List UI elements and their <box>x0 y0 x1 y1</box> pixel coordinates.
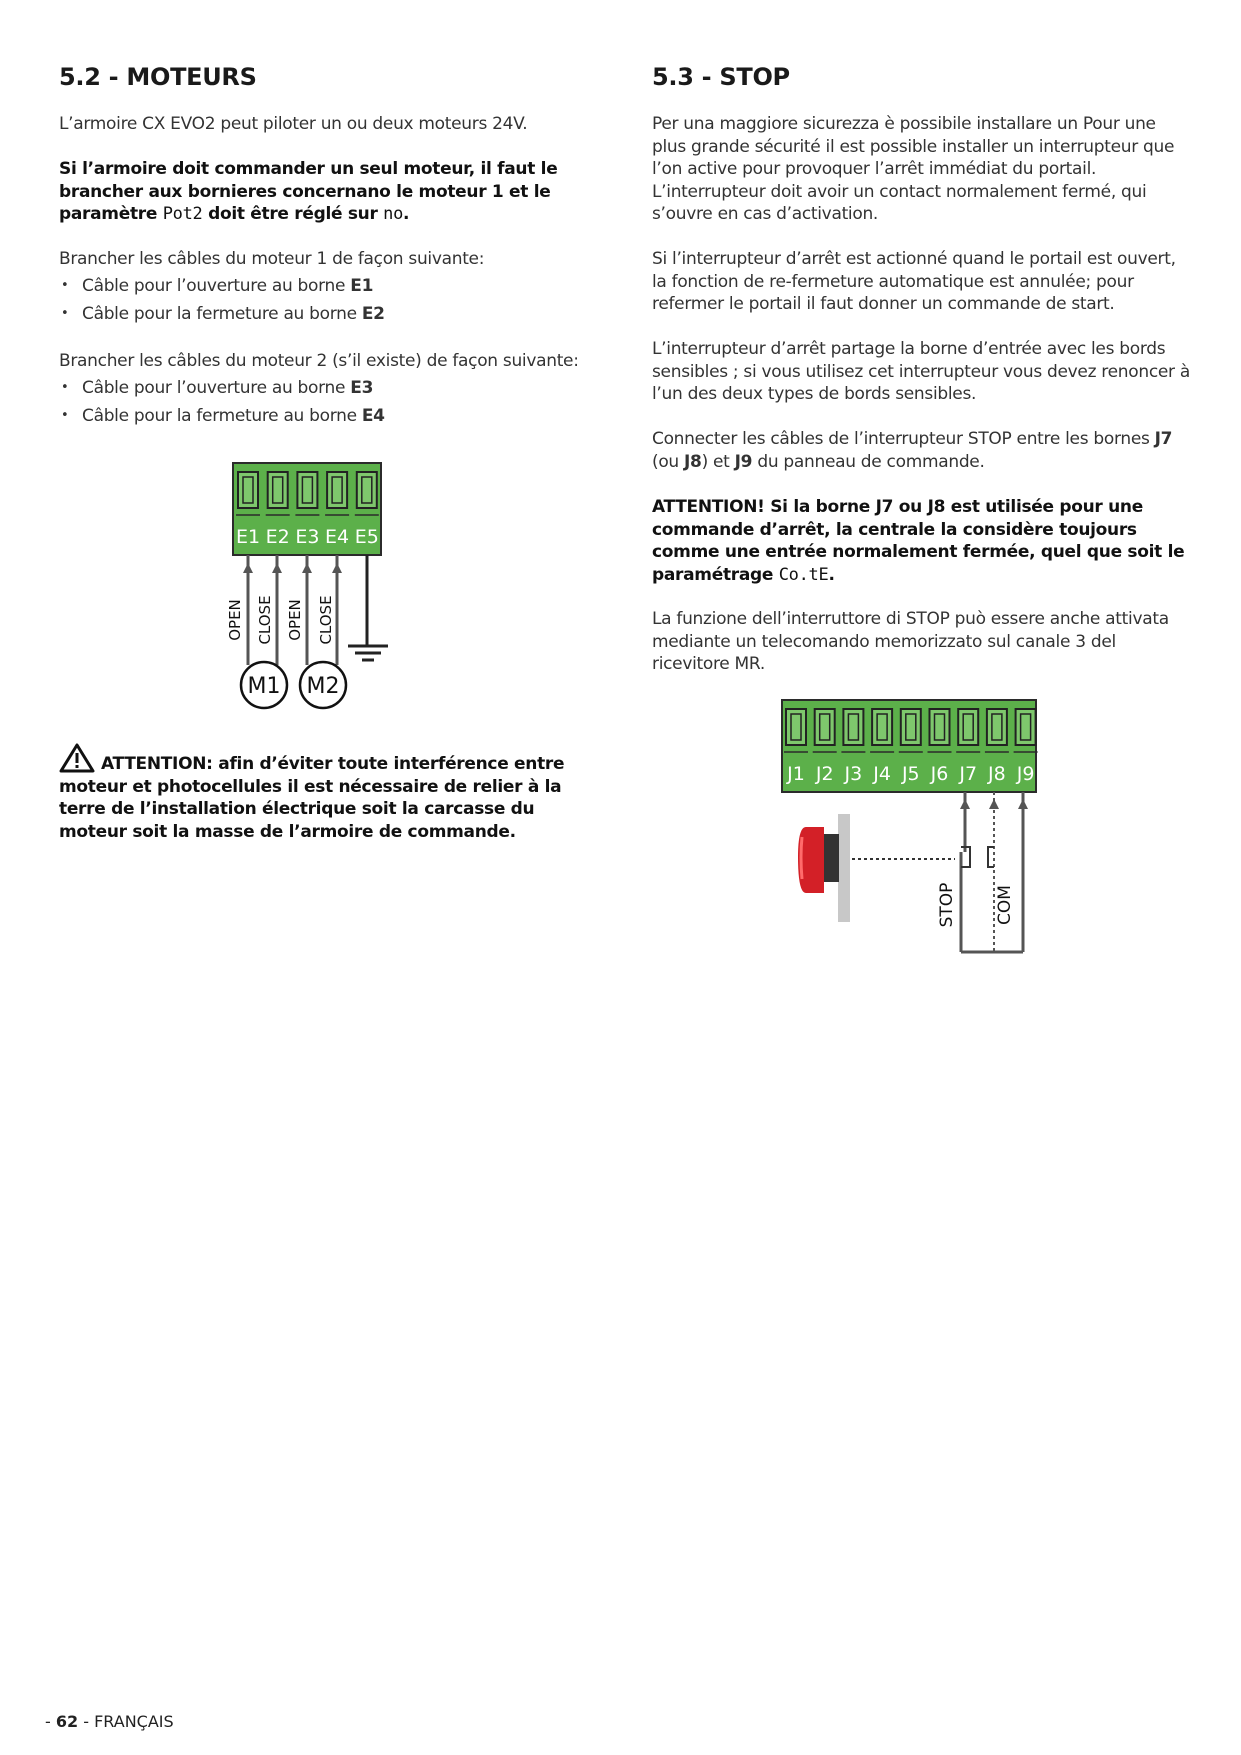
stop-paragraph-5: La funzione dell’interruttore di STOP può essere anche attivata mediante un telecomando memorizzato sul canale 3 del ricevitore MR. <box>652 609 1169 674</box>
list-item <box>59 402 599 430</box>
stop-paragraph-1: Per una maggiore sicurezza è possibile installare un Pour une plus grande sécurité il est possible installer un interrupteur que l’on active pour provoquer l’arrêt immédiat du portail. L’interrupteur doit avoir un contact normalement fermé, qui s’ouvre en cas d’activation. <box>652 114 1175 224</box>
stop-wiring-diagram <box>780 697 1040 977</box>
wire-label-stop: STOP <box>937 882 957 928</box>
list-item-term: E4 <box>361 406 385 426</box>
list-item <box>59 300 599 328</box>
term-j7: J7 <box>1154 429 1173 449</box>
attention-text: ATTENTION! Si la borne J7 ou J8 est utilisée pour une commande d’arrêt, la centrale la considère toujours comme une entrée normalement fermée, quel que soit le paramétrage <box>652 497 1185 585</box>
stop-paragraph-2: Si l’interrupteur d’arrêt est actionné quand le portail est ouvert, la fonction de re-fermeture automatique est annulée; pour refermer le portail il faut donner un commande de start. <box>652 249 1176 314</box>
terminal-label-j4: J4 <box>873 763 891 785</box>
warning-triangle-icon <box>59 743 95 773</box>
page-footer <box>45 1712 174 1731</box>
attention-end: . <box>828 564 835 585</box>
list-item-text: Câble pour la fermeture au borne <box>82 406 362 426</box>
terminal-label-j5: J5 <box>901 763 920 785</box>
terminal-label-j1: J1 <box>787 763 805 785</box>
list-item-text: Câble pour l’ouverture au borne <box>82 378 351 398</box>
list-item-text: Câble pour la fermeture au borne <box>82 304 362 324</box>
motor-wiring-diagram <box>220 460 410 710</box>
warning-block <box>59 743 599 843</box>
wire-label-close-1: CLOSE <box>256 595 274 645</box>
p4-part1: Connecter les câbles de l’interrupteur STOP entre les bornes <box>652 429 1155 449</box>
terminal-label-j8: J8 <box>988 763 1006 785</box>
p4-part2: (ou <box>652 451 685 472</box>
terminal-label-e1: E1 <box>235 526 261 548</box>
wire-label-close-2: CLOSE <box>317 595 335 645</box>
wire-label-com: COM <box>995 885 1015 925</box>
footer-language: - FRANÇAIS <box>78 1712 174 1731</box>
list-item-term: E2 <box>361 304 385 324</box>
page-number: 62 <box>55 1712 79 1731</box>
p4-part4: du panneau de commande. <box>752 451 985 472</box>
list-item-term: E3 <box>350 378 374 398</box>
note-part1: Si l’armoire doit commander un seul moteur, il faut le brancher aux bornieres concernano le moteur 1 et le paramètre <box>59 159 558 224</box>
term-j9: J9 <box>734 451 753 472</box>
list-item-term: E1 <box>350 276 374 296</box>
motor-label-m1: M1 <box>247 674 281 699</box>
p4-part3: ) et <box>701 451 735 472</box>
code-no: no <box>383 204 404 224</box>
motor2-lead: Brancher les câbles du moteur 2 (s’il existe) de façon suivante: <box>59 351 579 371</box>
terminal-label-e3: E3 <box>295 526 320 548</box>
stop-attention <box>652 496 1192 586</box>
terminal-label-e5: E5 <box>354 526 379 548</box>
motor-label-m2: M2 <box>306 674 340 699</box>
emergency-stop-button-icon <box>798 814 850 922</box>
list-item <box>59 374 599 402</box>
motor2-list <box>59 374 599 430</box>
wire-label-open-2: OPEN <box>286 599 304 641</box>
list-item <box>59 272 599 300</box>
terminal-label-j2: J2 <box>815 763 834 785</box>
stop-paragraph-4 <box>652 428 1192 473</box>
warning-text: ATTENTION: afin d’éviter toute interférence entre moteur et photocellules il est nécessaire de relier à la terre de l’installation électrique soit la carcasse du moteur soit la masse de l’armoire de commande. <box>59 754 565 842</box>
terminal-label-j3: J3 <box>844 763 863 785</box>
code-cote: Co.tE <box>778 564 829 585</box>
section-title-stop: 5.3 - STOP <box>652 63 790 91</box>
note-part3: . <box>403 204 410 224</box>
terminal-label-j7: J7 <box>959 763 978 785</box>
motor1-lead: Brancher les câbles du moteur 1 de façon suivante: <box>59 249 485 269</box>
motor1-list <box>59 272 599 328</box>
intro-text: L’armoire CX EVO2 peut piloter un ou deux moteurs 24V. <box>59 114 528 134</box>
section-title-moteurs: 5.2 - MOTEURS <box>59 63 257 91</box>
note-part2: doit être réglé sur <box>202 204 384 224</box>
terminal-label-e2: E2 <box>265 526 290 548</box>
footer-prefix: - <box>45 1712 56 1731</box>
wire-label-open-1: OPEN <box>226 599 244 641</box>
list-item-text: Câble pour l’ouverture au borne <box>82 276 351 296</box>
term-j8: J8 <box>684 451 702 472</box>
terminal-label-j9: J9 <box>1016 763 1035 785</box>
terminal-label-e4: E4 <box>325 526 350 548</box>
terminal-label-j6: J6 <box>930 763 949 785</box>
stop-paragraph-3: L’interrupteur d’arrêt partage la borne d’entrée avec les bords sensibles ; si vous utilisez cet interrupteur vous devez renoncer à l’un des deux types de bords sensibles. <box>652 339 1190 404</box>
single-motor-note <box>59 158 599 226</box>
code-pot2: Pot2 <box>162 204 203 224</box>
